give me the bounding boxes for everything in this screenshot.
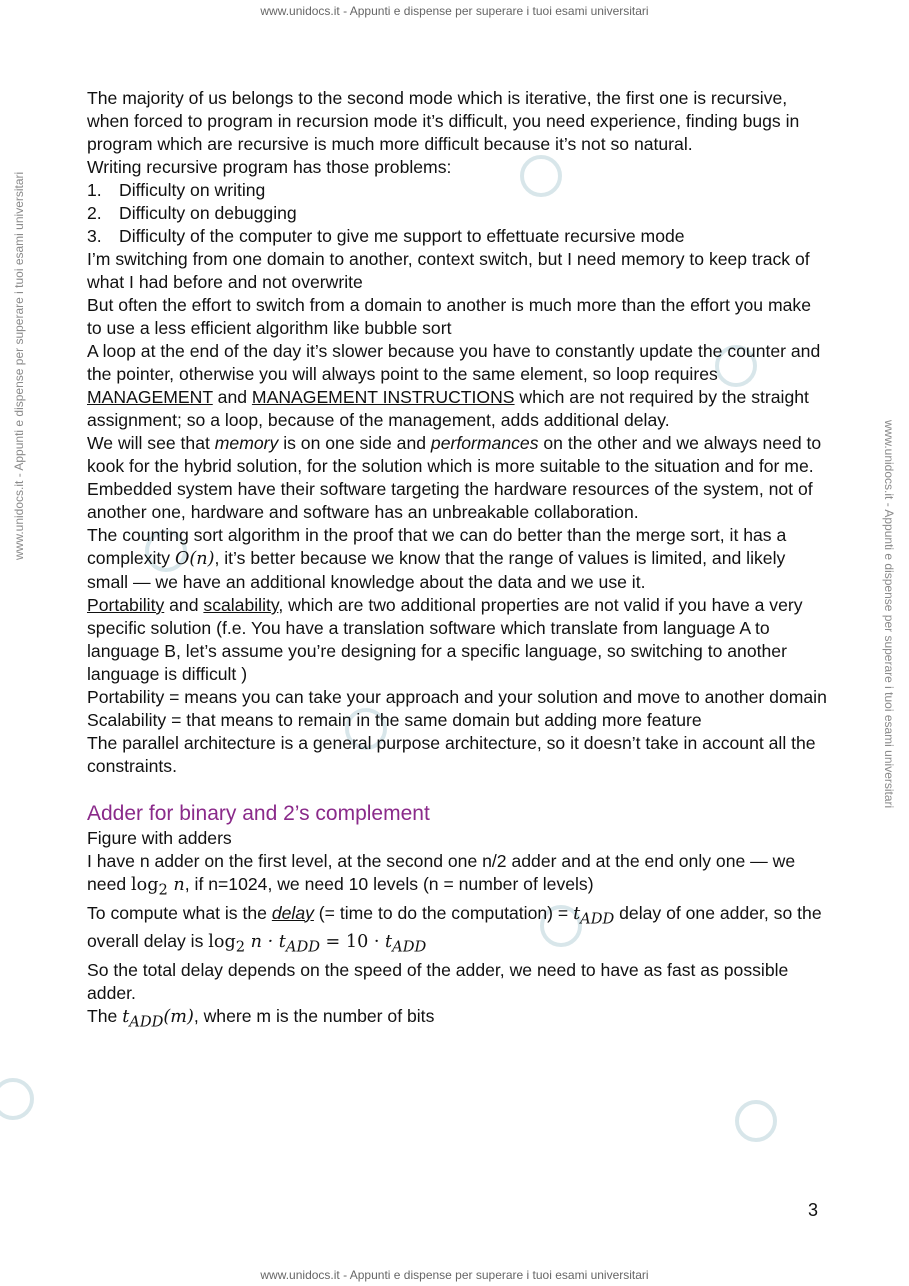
paragraph: The majority of us belongs to the second mode which is iterative, the first one is recursive, when forced to program in recursion mode it’s difficult, you need experience, finding bugs in program which are recursive is much more difficult because it’s not so natural. [87, 88, 800, 154]
text-run: delay of one adder, so the overall delay is [87, 902, 822, 952]
paragraph [87, 850, 827, 902]
math-variable: t [122, 1006, 130, 1027]
math-subscript: ADD [285, 938, 320, 956]
side-watermark-right: www.unidocs.it - Appunti e dispense per superare i tuoi esami universitari [882, 420, 896, 809]
math-subscript: ADD [129, 1013, 164, 1031]
paragraph [87, 432, 827, 478]
page-number: 3 [808, 1200, 819, 1220]
text-run: (= time to do the computation) = [313, 902, 574, 923]
paragraph: Portability = means you can take your approach and your solution and move to another domain [87, 687, 827, 707]
math-expression: n · [245, 932, 279, 953]
paragraph: Figure with adders [87, 828, 232, 848]
paragraph [87, 340, 827, 432]
footer-watermark: www.unidocs.it - Appunti e dispense per superare i tuoi esami universitari [260, 1268, 649, 1282]
math-expression: (m) [163, 1006, 194, 1027]
math-log: log [131, 875, 159, 895]
list-text: Difficulty of the computer to give me support to effettuate recursive mode [119, 226, 685, 246]
underlined-term: Portability [87, 595, 165, 615]
text-run: To compute what is the [87, 902, 272, 923]
math-subscript: 2 [235, 938, 246, 956]
text-run: , it’s better because we know that the range of values is limited, and likely small — we have an additional knowledge about the data and we use it. [87, 548, 786, 592]
underlined-term: scalability [203, 595, 279, 615]
math-log: log [208, 932, 236, 953]
paragraph [87, 1005, 827, 1034]
underlined-term: delay [271, 902, 314, 923]
italic-term: performances [430, 433, 539, 453]
paragraph [87, 524, 827, 594]
list-number: 3. [87, 226, 102, 246]
underlined-term: MANAGEMENT [87, 387, 213, 407]
math-subscript: ADD [392, 938, 427, 956]
italic-term: memory [214, 433, 279, 453]
paragraph [87, 594, 827, 686]
math-variable: t [278, 932, 286, 953]
paragraph: Embedded system have their software targeting the hardware resources of the system, not of another one, hardware and software has an unbreakable collaboration. [87, 479, 813, 522]
page-content [87, 87, 827, 1033]
text-run: and [164, 595, 204, 615]
math-variable: t [573, 903, 581, 924]
underlined-term: MANAGEMENT INSTRUCTIONS [251, 387, 515, 407]
math-subscript: ADD [580, 910, 615, 928]
side-watermark-left: www.unidocs.it - Appunti e dispense per superare i tuoi esami universitari [12, 171, 26, 560]
watermark-logo-icon [735, 1100, 777, 1142]
paragraph: I’m switching from one domain to another, context switch, but I need memory to keep track of what I had before and not overwrite [87, 249, 810, 292]
paragraph: Scalability = that means to remain in the same domain but adding more feature [87, 710, 702, 730]
list-item [87, 202, 827, 225]
list-item [87, 179, 827, 202]
numbered-list [87, 179, 827, 248]
text-run: A loop at the end of the day it’s slower because you have to constantly update the counter and the pointer, otherwise you will always point to the same element, so loop requires [87, 341, 821, 384]
list-number: 2. [87, 203, 102, 223]
header-watermark: www.unidocs.it - Appunti e dispense per superare i tuoi esami universitari [260, 4, 649, 18]
watermark-logo-icon [0, 1078, 34, 1120]
paragraph [87, 902, 827, 959]
paragraph: But often the effort to switch from a domain to another is much more than the effort you make to use a less efficient algorithm like bubble sort [87, 295, 812, 338]
paragraph: So the total delay depends on the speed of the adder, we need to have as fast as possible adder. [87, 959, 789, 1003]
list-item [87, 225, 827, 248]
math-variable: n [167, 875, 185, 895]
text-run: which are not required by the straight assignment; so a loop, because of the management, adds additional delay. [87, 387, 809, 430]
text-run: , if n=1024, we need 10 levels (n = number of levels) [184, 874, 594, 894]
text-run: , where m is the number of bits [193, 1005, 435, 1026]
math-variable: t [385, 932, 393, 953]
text-run: , which are two additional properties are not valid if you have a very specific solution (f.e. You have a translation software which translate from language A to language B, let’s assume you’re designing for a specific language, so switching to another language is difficult ) [87, 595, 803, 684]
section-heading: Adder for binary and 2’s complement [87, 802, 430, 825]
text-run: The counting sort algorithm in the proof that we can do better than the merge sort, it has a complexity [87, 525, 787, 568]
paragraph: Writing recursive program has those problems: [87, 157, 452, 177]
list-text: Difficulty on writing [119, 180, 266, 200]
paragraph: The parallel architecture is a general purpose architecture, so it doesn’t take in account all the constraints. [87, 733, 816, 776]
text-run: and [212, 387, 252, 407]
list-number: 1. [87, 180, 102, 200]
math-expression: = 10 · [319, 932, 386, 953]
math-expression: O(n) [175, 549, 215, 569]
text-run: on the other and we always need to kook for the hybrid solution, for the solution which is more suitable to the situation and for me. [87, 433, 822, 476]
text-run: I have n adder on the first level, at the second one n/2 adder and at the end only one — we need [87, 851, 796, 894]
text-run: We will see that [87, 433, 215, 453]
text-run: is on one side and [278, 433, 431, 453]
list-text: Difficulty on debugging [119, 203, 297, 223]
math-subscript: 2 [158, 881, 168, 899]
text-run: The [87, 1005, 123, 1026]
